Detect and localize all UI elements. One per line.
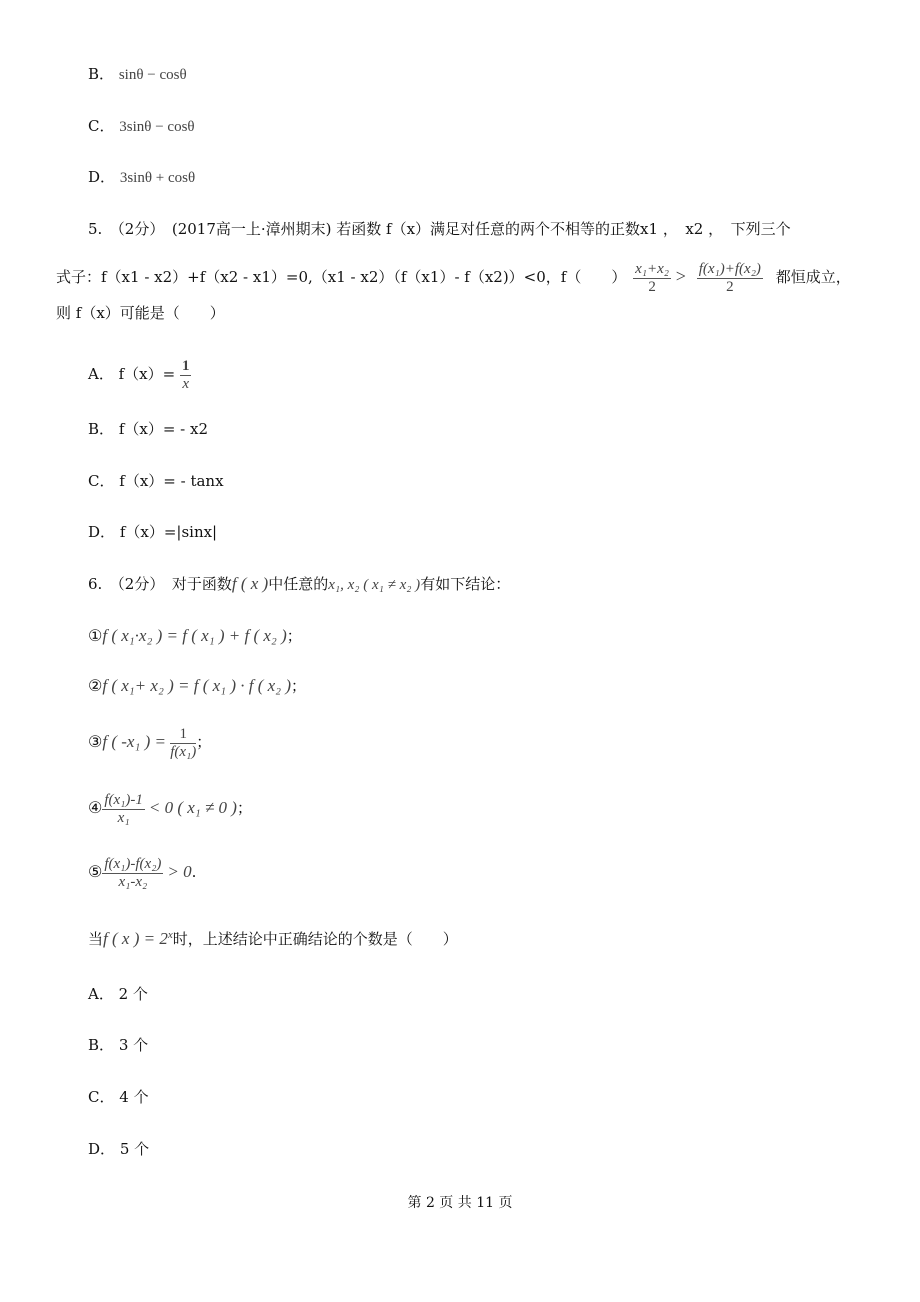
q6-option-d bbox=[88, 1139, 149, 1159]
q4-option-c bbox=[88, 116, 195, 137]
option-label: B． bbox=[88, 1036, 115, 1054]
conclusion-punct: ； bbox=[286, 627, 302, 645]
option-label: C． bbox=[88, 472, 115, 490]
q6-when-end: 时，上述结论中正确结论的个数是（ ） bbox=[172, 930, 458, 948]
q5-option-c bbox=[88, 471, 224, 491]
q6-when-line bbox=[88, 922, 458, 948]
option-text: f（x）=|sinx| bbox=[119, 523, 218, 541]
option-formula: 3sinθ − cosθ bbox=[119, 119, 195, 135]
option-text: f（x）= - tanx bbox=[119, 472, 224, 490]
option-text: f（x）= bbox=[118, 365, 180, 383]
q5-conditions: 式子：f（x1 - x2）+f（x2 - x1）=0,（x1 - x2）（f（x1）- f（x2)）<0，f（ ） bbox=[56, 268, 627, 286]
q6-when-exponent: x bbox=[167, 929, 173, 941]
q6-stem bbox=[88, 572, 510, 596]
frac-denominator: x₁ bbox=[117, 809, 130, 826]
conclusion-marker: ④ bbox=[88, 798, 103, 817]
option-text: 2 个 bbox=[118, 985, 148, 1003]
q6-conclusion-3 bbox=[88, 720, 211, 764]
option-formula: sinθ − cosθ bbox=[118, 67, 187, 83]
conclusion-formula: f ( -x₁ ) = bbox=[102, 732, 171, 751]
frac-denominator: x bbox=[182, 375, 190, 392]
option-text: 5 个 bbox=[119, 1140, 150, 1158]
q5-stem-line1: 5. （2分） (2017高一上·漳州期末) 若函数 f（x）满足对任意的两个不相等的正数x1 ， x2 ， 下列三个 bbox=[88, 220, 791, 238]
conclusion-formula: f ( x₁+ x₂ ) = f ( x₁ ) · f ( x₂ ) bbox=[102, 676, 291, 695]
q6-stem-middle: 中任意的 bbox=[268, 575, 329, 593]
option-label: C． bbox=[88, 1088, 115, 1106]
q6-conclusion-4 bbox=[88, 786, 252, 830]
option-label: A． bbox=[88, 985, 114, 1003]
page-footer: 第 2 页 共 11 页 bbox=[407, 1195, 513, 1211]
q6-conclusion-2 bbox=[88, 674, 306, 698]
q6-stem-start: 6. （2分） 对于函数 bbox=[88, 575, 232, 593]
q4-option-b bbox=[88, 64, 187, 85]
frac-numerator: f(x₁)-f(x₂) bbox=[104, 855, 162, 872]
q5-stem-line3: 则 f（x）可能是（ ） bbox=[56, 304, 225, 322]
option-label: D． bbox=[88, 168, 116, 186]
conclusion-marker: ⑤ bbox=[88, 862, 103, 881]
conclusion-formula: < 0 ( x₁ ≠ 0 ) bbox=[148, 798, 237, 817]
frac-numerator: f(x₁)-1 bbox=[104, 791, 143, 808]
option-label: A． bbox=[88, 365, 114, 383]
option-fraction bbox=[180, 358, 192, 393]
option-formula: 3sinθ + cosθ bbox=[119, 170, 196, 186]
conclusion-punct: ； bbox=[196, 733, 212, 751]
q5-option-d bbox=[88, 522, 217, 542]
conclusion-punct: . bbox=[191, 863, 197, 881]
q6-option-c bbox=[88, 1087, 149, 1107]
option-text: 3 个 bbox=[118, 1036, 149, 1054]
conclusion-marker: ① bbox=[88, 626, 103, 645]
conclusion-fraction bbox=[102, 792, 145, 827]
option-text: 4 个 bbox=[119, 1088, 149, 1106]
option-label: B． bbox=[88, 65, 115, 83]
option-label: D． bbox=[88, 1140, 116, 1158]
q6-option-a bbox=[88, 984, 148, 1004]
frac-denominator: f(x₁) bbox=[170, 743, 197, 760]
frac-numerator: x₁+x₂ bbox=[635, 260, 670, 277]
option-label: C． bbox=[88, 117, 115, 135]
q6-conclusion-1 bbox=[88, 624, 302, 648]
q4-option-d bbox=[88, 167, 195, 188]
conclusion-fraction bbox=[102, 856, 163, 891]
greater-than: > bbox=[675, 266, 686, 286]
conclusion-punct: ； bbox=[291, 677, 307, 695]
conclusion-marker: ③ bbox=[88, 732, 103, 751]
frac-numerator: f(x₁)+f(x₂) bbox=[698, 260, 761, 277]
q6-function-formula: f ( x ) bbox=[231, 574, 269, 593]
option-label: D． bbox=[88, 523, 116, 541]
option-label: B． bbox=[88, 420, 115, 438]
frac-denominator: x₁-x₂ bbox=[118, 873, 148, 890]
conclusion-formula: f ( x₁·x₂ ) = f ( x₁ ) + f ( x₂ ) bbox=[102, 626, 287, 645]
conclusion-fraction bbox=[170, 726, 196, 761]
q6-option-b bbox=[88, 1035, 148, 1055]
frac-denominator: 2 bbox=[726, 278, 734, 295]
q5-option-b bbox=[88, 419, 208, 439]
conclusion-punct: ； bbox=[236, 799, 252, 817]
conclusion-formula: > 0 bbox=[167, 862, 192, 881]
q6-variables-formula: x₁, x₂ ( x₁ ≠ x₂ ) bbox=[328, 577, 421, 593]
option-text: f（x）= - x2 bbox=[118, 420, 208, 438]
q5-conditions-end: 都恒成立， bbox=[775, 268, 851, 286]
frac-numerator: 1 bbox=[181, 357, 190, 374]
q6-when-start: 当 bbox=[88, 930, 104, 948]
q5-option-a bbox=[88, 356, 191, 392]
conclusion-marker: ② bbox=[88, 676, 103, 695]
frac-denominator: 2 bbox=[648, 278, 656, 295]
q5-frac-left bbox=[633, 261, 671, 296]
frac-numerator: 1 bbox=[170, 726, 196, 744]
q5-frac-right bbox=[697, 261, 763, 296]
q6-conclusion-5 bbox=[88, 850, 196, 894]
q5-stem-line2 bbox=[56, 254, 851, 298]
q6-stem-end: 有如下结论： bbox=[420, 575, 511, 593]
q6-when-formula: f ( x ) = 2 bbox=[103, 929, 168, 948]
